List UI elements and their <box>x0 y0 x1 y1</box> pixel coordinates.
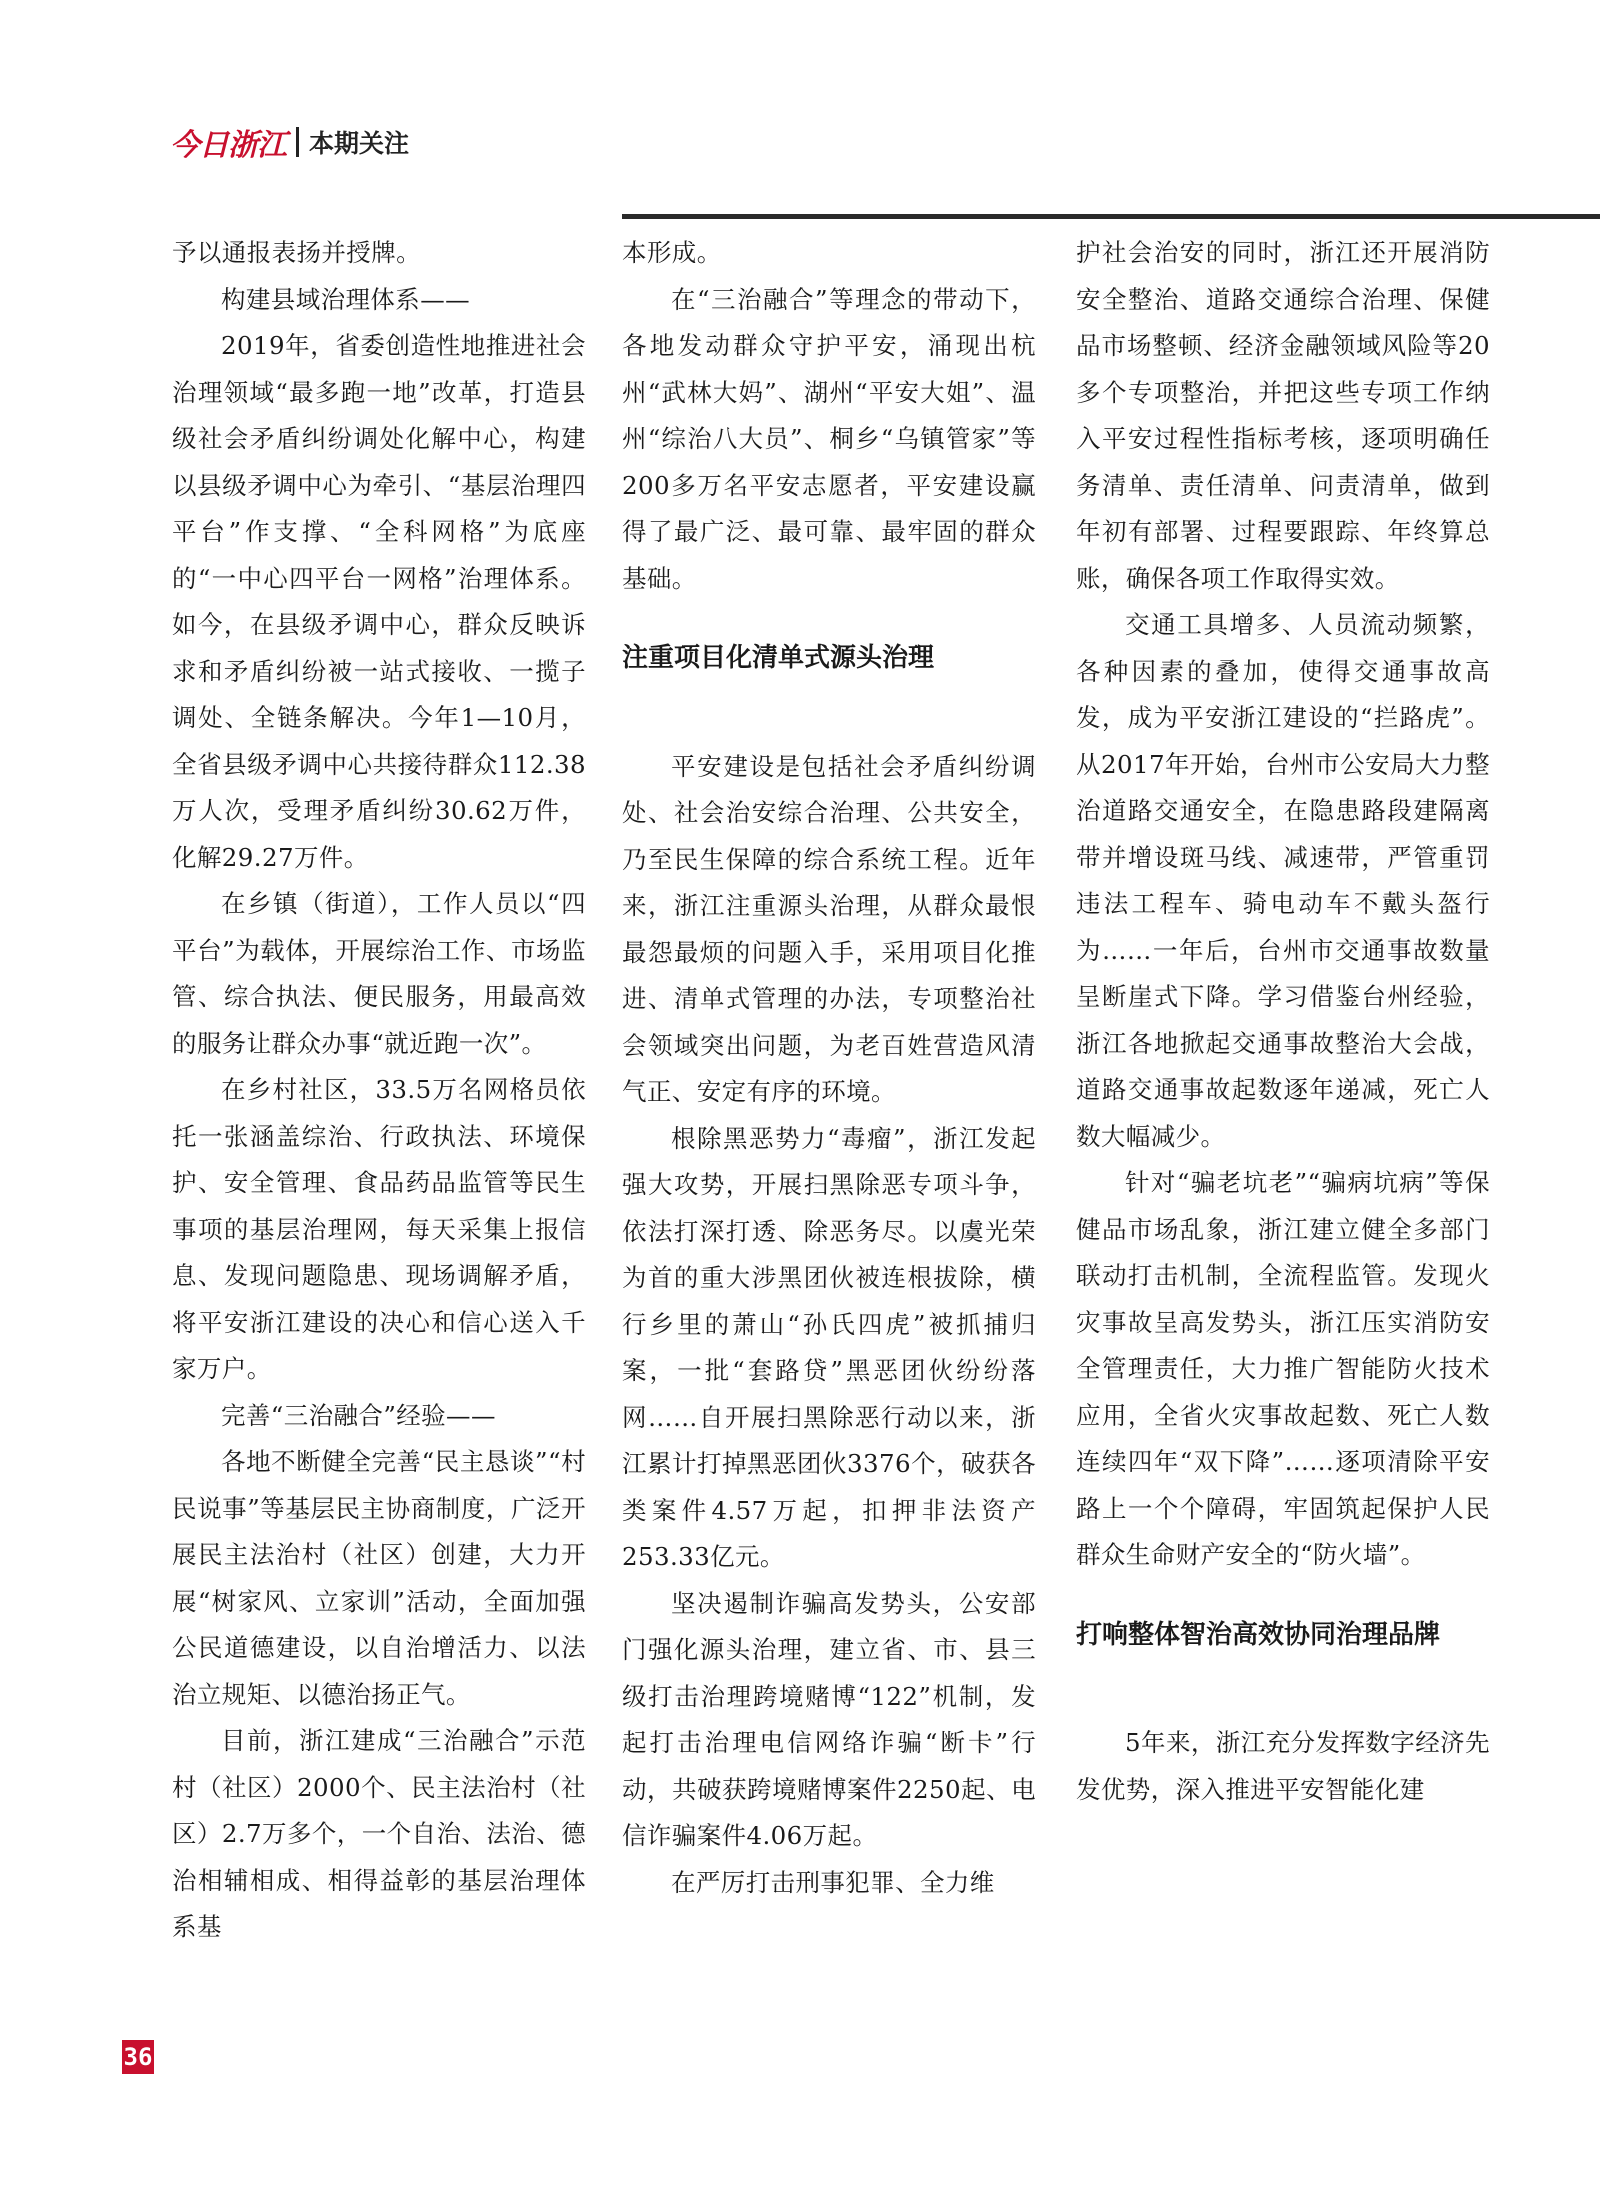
header-divider <box>296 127 299 157</box>
section-heading: 注重项目化清单式源头治理 <box>622 643 935 673</box>
body-paragraph: 完善“三治融合”经验—— <box>221 1400 496 1430</box>
body-paragraph: 在严厉打击刑事犯罪、全力维 <box>671 1867 995 1897</box>
body-paragraph: 护社会治安的同时，浙江还开展消防安全整治、道路交通综合治理、保健品市场整顿、经济金融领域风险等20多个专项整治，并把这些专项工作纳入平安过程性指标考核，逐项明确任务清单、责任清单、问责清单，做到年初有部署、过程要跟踪、年终算总账，确保各项工作取得实效。 <box>1076 238 1490 593</box>
body-paragraph: 平安建设是包括社会矛盾纠纷调处、社会治安综合治理、公共安全，乃至民生保障的综合系统工程。近年来，浙江注重源头治理，从群众最恨最怨最烦的问题入手，采用项目化推进、清单式管理的办法，专项整治社会领域突出问题，为老百姓营造风清气正、安定有序的环境。 <box>622 751 1036 1106</box>
body-paragraph: 坚决遏制诈骗高发势头，公安部门强化源头治理，建立省、市、县三级打击治理跨境赌博“122”机制，发起打击治理电信网络诈骗“断卡”行动，共破获跨境赌博案件2250起、电信诈骗案件4.06万起。 <box>622 1588 1036 1850</box>
body-paragraph: 本形成。 <box>622 238 722 267</box>
body-paragraph: 目前，浙江建成“三治融合”示范村（社区）2000个、民主法治村（社区）2.7万多个，一个自治、法治、德治相辅相成、相得益彰的基层治理体系基 <box>172 1726 586 1941</box>
body-paragraph: 5年来，浙江充分发挥数字经济先发优势，深入推进平安智能化建 <box>1076 1728 1490 1804</box>
body-paragraph: 构建县域治理体系—— <box>221 284 470 314</box>
text-column-2 <box>622 230 1036 1906</box>
body-paragraph: 在乡镇（街道），工作人员以“四平台”为载体，开展综治工作、市场监管、综合执法、便民服务，用最高效的服务让群众办事“就近跑一次”。 <box>172 889 586 1058</box>
text-column-3 <box>1076 230 1490 1813</box>
magazine-logo: 今日浙江 <box>170 128 286 163</box>
text-column-1 <box>172 230 586 1951</box>
section-heading: 打响整体智治高效协同治理品牌 <box>1076 1619 1441 1650</box>
body-paragraph: 在乡村社区，33.5万名网格员依托一张涵盖综治、行政执法、环境保护、安全管理、食品药品监管等民生事项的基层治理网，每天采集上报信息、发现问题隐患、现场调解矛盾，将平安浙江建设的决心和信心送入千家万户。 <box>172 1075 586 1383</box>
body-paragraph: 各地不断健全完善“民主恳谈”“村民说事”等基层民主协商制度，广泛开展民主法治村（社区）创建，大力开展“树家风、立家训”活动，全面加强公民道德建设，以自治增活力、以法治立规矩、以德治扬正气。 <box>172 1447 586 1709</box>
body-paragraph: 予以通报表扬并授牌。 <box>172 238 421 267</box>
section-name: 本期关注 <box>309 129 410 158</box>
body-paragraph: 交通工具增多、人员流动频繁，各种因素的叠加，使得交通事故高发，成为平安浙江建设的“拦路虎”。从2017年开始，台州市公安局大力整治道路交通安全，在隐患路段建隔离带并增设斑马线、减速带，严管重罚违法工程车、骑电动车不戴头盔行为……一年后，台州市交通事故数量呈断崖式下降。学习借鉴台州经验，浙江各地掀起交通事故整治大会战，道路交通事故起数逐年递减，死亡人数大幅减少。 <box>1076 610 1490 1151</box>
body-paragraph: 2019年，省委创造性地推进社会治理领域“最多跑一地”改革，打造县级社会矛盾纠纷调处化解中心，构建以县级矛调中心为牵引、“基层治理四平台”作支撑、“全科网格”为底座的“一中心四平台一网格”治理体系。如今，在县级矛调中心，群众反映诉求和矛盾纠纷被一站式接收、一揽子调处、全链条解决。今年1—10月，全省县级矛调中心共接待群众112.38万人次，受理矛盾纠纷30.62万件，化解29.27万件。 <box>172 331 586 872</box>
top-rule <box>622 214 1600 219</box>
body-paragraph: 针对“骗老坑老”“骗病坑病”等保健品市场乱象，浙江建立健全多部门联动打击机制，全流程监管。发现火灾事故呈高发势头，浙江压实消防安全管理责任，大力推广智能防火技术应用，全省火灾事故起数、死亡人数连续四年“双下降”……逐项清除平安路上一个个障碍，牢固筑起保护人民群众生命财产安全的“防火墙”。 <box>1076 1168 1490 1569</box>
body-paragraph: 在“三治融合”等理念的带动下，各地发动群众守护平安，涌现出杭州“武林大妈”、湖州“平安大姐”、温州“综治八大员”、桐乡“乌镇管家”等200多万名平安志愿者，平安建设赢得了最广泛、最可靠、最牢固的群众基础。 <box>622 284 1036 593</box>
page-header <box>170 118 409 166</box>
body-paragraph: 根除黑恶势力“毒瘤”，浙江发起强大攻势，开展扫黑除恶专项斗争，依法打深打透、除恶务尽。以虞光荣为首的重大涉黑团伙被连根拔除，横行乡里的萧山“孙氏四虎”被抓捕归案，一批“套路贷”黑恶团伙纷纷落网……自开展扫黑除恶行动以来，浙江累计打掉黑恶团伙3376个，破获各类案件4.57万起，扣押非法资产253.33亿元。 <box>622 1123 1036 1571</box>
page-number: 36 <box>122 2040 154 2074</box>
